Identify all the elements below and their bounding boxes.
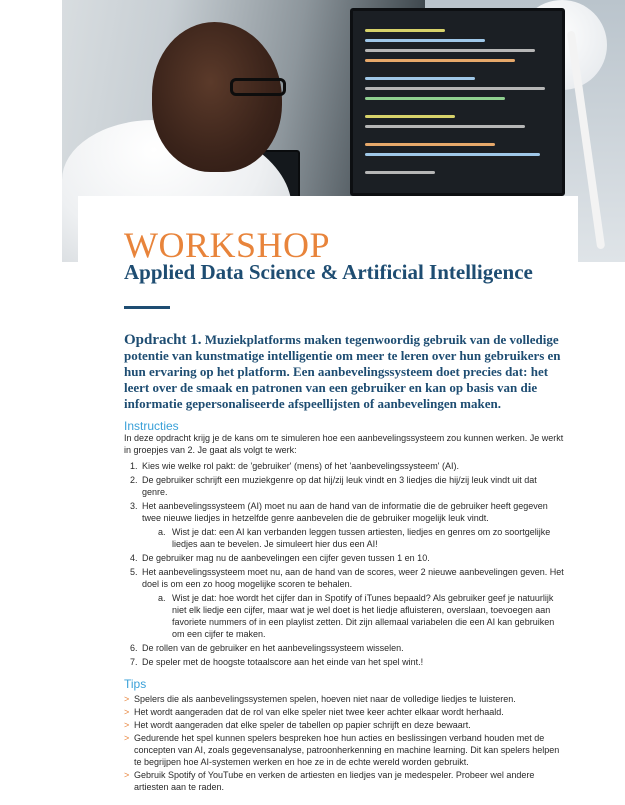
chevron-right-icon: > xyxy=(124,770,130,780)
step-text: Het aanbevelingssysteem (AI) moet nu aan de hand van de informatie die de gebruiker heeft gegeven twee nieuwe liedjes in hetzelfde genre aanbevelen die de gebruiker mogelijk leuk vindt. xyxy=(142,501,548,523)
list-item xyxy=(124,693,564,705)
step-number: 6. xyxy=(130,643,138,653)
step-number: 7. xyxy=(130,657,138,667)
assignment-intro xyxy=(124,332,564,412)
step-number: 1. xyxy=(130,461,138,471)
tip-text: Gedurende het spel kunnen spelers bespreken hoe hun acties en beslissingen verband houden met de concepten van AI, zoals gegevensanalyse, patroonherkenning en machine learning. Dit kan spelers helpen te begrijpen hoe AI-systemen werken en hoe ze in de echte wereld worden gebruikt. xyxy=(134,733,560,767)
instruction-steps xyxy=(124,460,564,670)
step-number: 2. xyxy=(130,475,138,485)
assignment-text: Muziekplatforms maken tegenwoordig gebruik van de volledige potentie van kunstmatige intelligentie om meer te leren over hun gebruikers en hun ervaring op het platform. Een aanbevelingssysteem doet precies dat: het leert over de smaak en patronen van een gebruiker en kan op basis van die informatie gepersonaliseerde afspeellijsten of aanbevelingen maken. xyxy=(124,332,561,411)
step-number: 5. xyxy=(130,567,138,577)
chevron-right-icon: > xyxy=(124,720,130,730)
chevron-right-icon: > xyxy=(124,733,130,743)
list-item xyxy=(124,566,564,640)
title-card xyxy=(78,196,578,314)
sub-list-item xyxy=(142,526,564,550)
step-text: De rollen van de gebruiker en het aanbevelingssysteem wisselen. xyxy=(142,643,404,653)
step-text: Het aanbevelingssysteem moet nu, aan de hand van de scores, weer 2 nieuwe aanbevelingen geven. Het doel is om een zo hoog mogelijke scoren te behalen. xyxy=(142,567,564,589)
chevron-right-icon: > xyxy=(124,707,130,717)
tip-text: Het wordt aangeraden dat elke speler de tabellen op papier schrijft en deze bewaart. xyxy=(134,720,471,730)
chevron-right-icon: > xyxy=(124,694,130,704)
step-text: De gebruiker mag nu de aanbevelingen een cijfer geven tussen 1 en 10. xyxy=(142,553,430,563)
sub-step-letter: a. xyxy=(158,593,166,603)
list-item xyxy=(124,706,564,718)
list-item xyxy=(124,474,564,498)
sub-list-item xyxy=(142,592,564,640)
step-number: 3. xyxy=(130,501,138,511)
list-item xyxy=(124,552,564,564)
assignment-label: Opdracht 1. xyxy=(124,332,202,348)
instructions-heading: Instructies xyxy=(124,419,179,433)
tips-list xyxy=(124,693,564,794)
page-title: WORKSHOP xyxy=(124,225,331,265)
page-subtitle: Applied Data Science & Artificial Intelligence xyxy=(124,260,533,284)
tips-heading: Tips xyxy=(124,677,147,691)
list-item xyxy=(124,769,564,793)
sub-step-text: Wist je dat: hoe wordt het cijfer dan in Spotify of iTunes bepaald? Als gebruiker geef je natuurlijk niet elk liedje een cijfer, maar wat je wel doet is het liedje afluisteren, overslaan, toevoegen aan favoriete nummers of in een playlist zetten. Dit zijn allemaal variabelen die een AI kan gebruiken om een cijfer te maken. xyxy=(172,593,555,639)
list-item xyxy=(124,656,564,668)
tip-text: Gebruik Spotify of YouTube en verken de artiesten en liedjes van je medespeler. Probeer wel andere artiesten aan te raden. xyxy=(134,770,535,792)
list-item xyxy=(124,732,564,768)
person-glasses xyxy=(230,78,286,96)
instructions-paragraph: In deze opdracht krijg je de kans om te simuleren hoe een aanbevelingssysteem zou kunnen werken. Je werkt in groepjes van 2. Je gaat als volgt te werk: xyxy=(124,433,564,455)
list-item xyxy=(124,719,564,731)
tip-text: Spelers die als aanbevelingssystemen spelen, hoeven niet naar de volledige liedjes te luisteren. xyxy=(134,694,516,704)
list-item xyxy=(124,460,564,472)
list-item xyxy=(124,642,564,654)
person-head xyxy=(152,22,282,172)
sub-step-letter: a. xyxy=(158,527,166,537)
code-monitor xyxy=(350,8,565,196)
step-number: 4. xyxy=(130,553,138,563)
tip-text: Het wordt aangeraden dat de rol van elke speler niet twee keer achter elkaar wordt herhaald. xyxy=(134,707,504,717)
step-text: De gebruiker schrijft een muziekgenre op dat hij/zij leuk vindt en 3 liedjes die hij/zij leuk vindt uit dat genre. xyxy=(142,475,537,497)
sub-step-text: Wist je dat: een AI kan verbanden leggen tussen artiesten, liedjes en genres om zo soortgelijke liedjes aan te bevelen. Je simuleert hier dus een AI! xyxy=(172,527,551,549)
list-item xyxy=(124,500,564,550)
step-text: De speler met de hoogste totaalscore aan het einde van het spel wint.! xyxy=(142,657,424,667)
title-divider xyxy=(124,306,170,309)
step-text: Kies wie welke rol pakt: de 'gebruiker' (mens) of het 'aanbevelingssysteem' (AI). xyxy=(142,461,460,471)
